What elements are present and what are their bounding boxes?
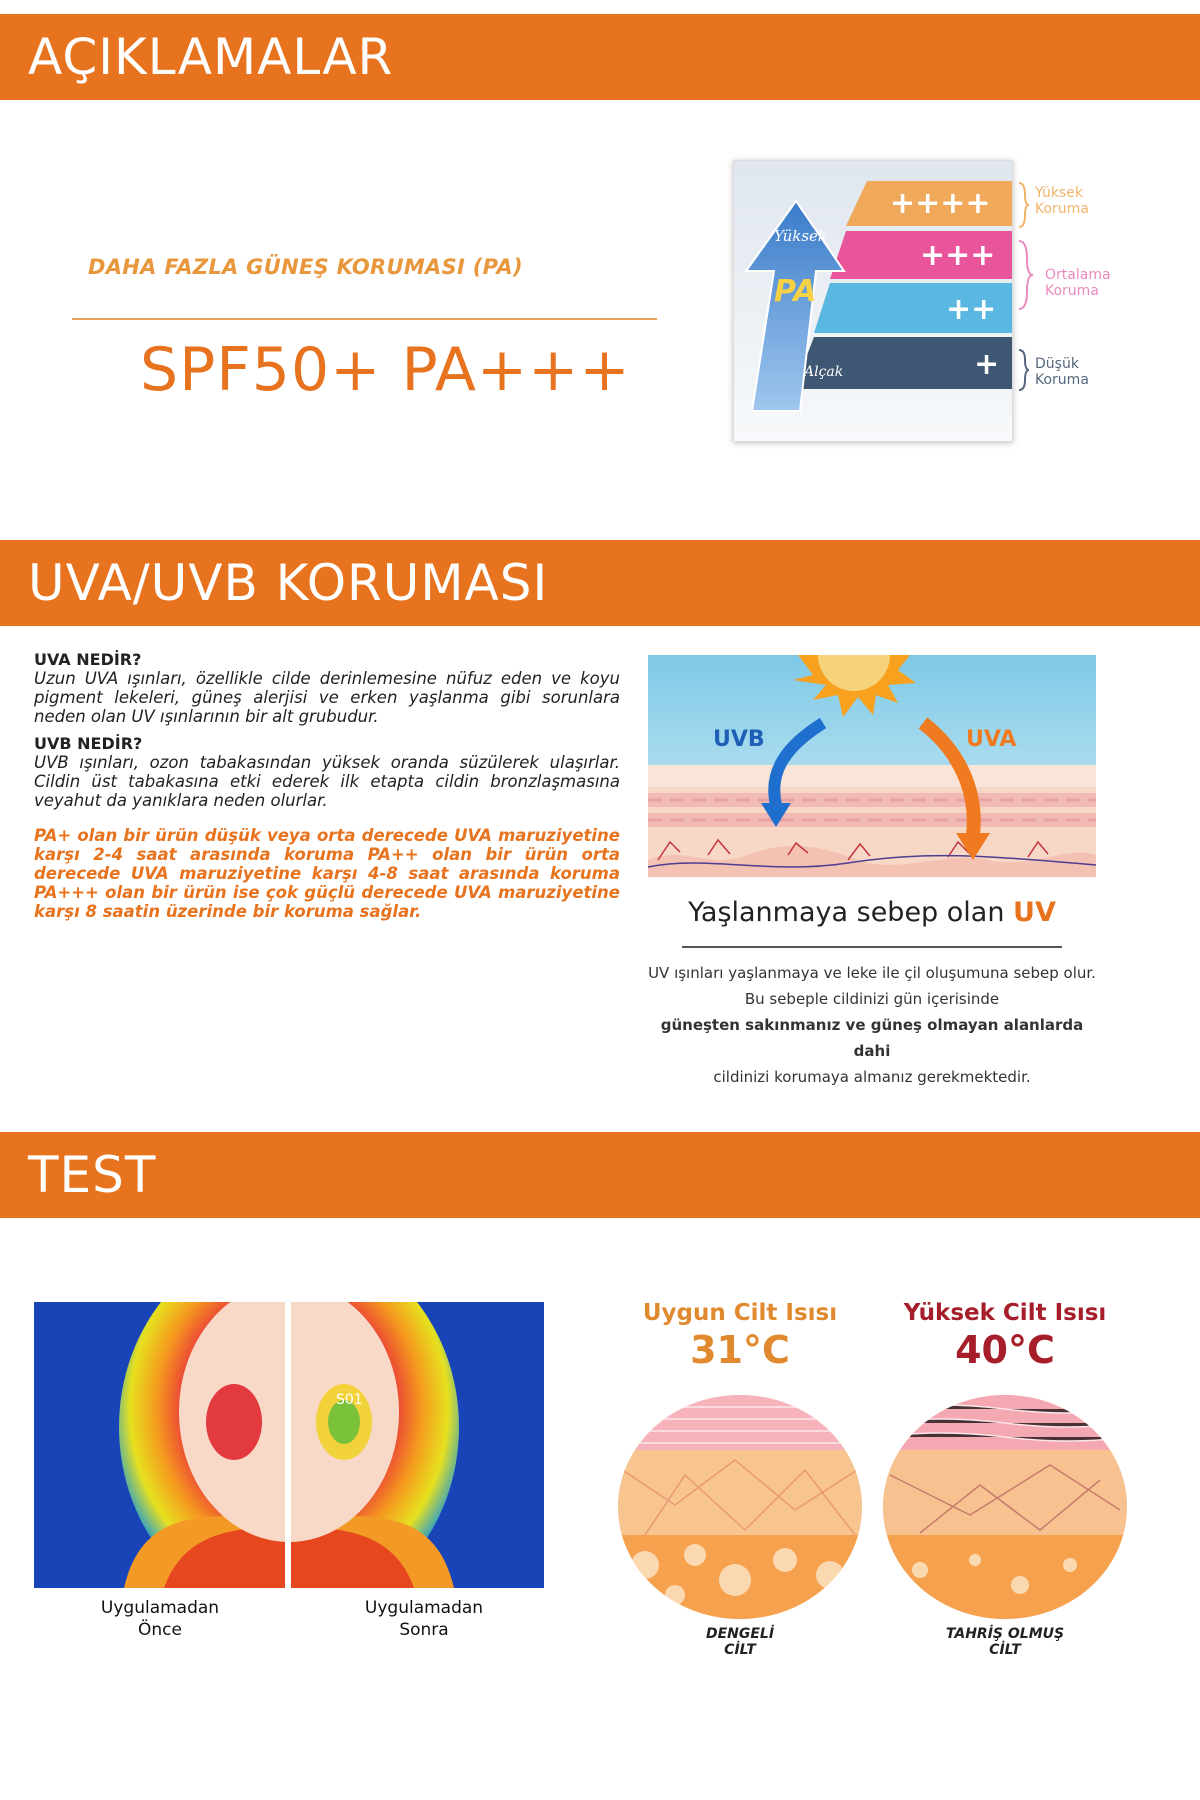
pa-chart-graphic	[734, 161, 1012, 441]
uvb-paragraph: UVB ışınları, ozon tabakasından yüksek oranda süzülerek ulaşırlar. Cildin üst tabakasına etki ederek ilk etapta cildin bronzlaşmasına veyahut da yanıklara neden olurlar.	[34, 753, 620, 810]
uv-card-body	[648, 960, 1096, 1090]
before-caption-l1: Uygulamadan	[100, 1598, 220, 1618]
thermal-image	[34, 1302, 544, 1588]
uva-label: UVA	[966, 727, 1017, 752]
skin-hot-temp: 40°C	[955, 1328, 1055, 1372]
arrow-label-top: Yüksek	[774, 227, 828, 245]
spf-pa-rating: SPF50+ PA+++	[140, 335, 631, 405]
uv-card-line-2: Bu sebeple cildinizi gün içerisinde	[744, 990, 1000, 1008]
section-title: TEST	[28, 1146, 157, 1204]
section-title: AÇIKLAMALAR	[28, 28, 394, 86]
balanced-skin-caption	[640, 1626, 840, 1658]
uv-card-title-accent: UV	[1013, 897, 1056, 928]
pa-duration-paragraph: PA+ olan bir ürün düşük veya orta derecede UVA maruziyetine karşı 2-4 saat arasında koruma PA++ olan bir ürün orta derecede UVA maruziyetine karşı 4-8 saat arasında koruma PA+++ olan bir ürün ise çok güçlü derecede UVA maruziyetine karşı 8 saatin üzerinde bir koruma sağlar.	[34, 826, 620, 921]
balanced-skin-caption-l1: DENGELİ	[705, 1626, 775, 1642]
uvb-heading: UVB NEDİR?	[34, 734, 143, 753]
divider	[72, 318, 657, 320]
balanced-skin-icon	[615, 1395, 865, 1620]
skin-hot-title: Yüksek Cilt Isısı	[903, 1300, 1107, 1326]
thermal-comparison	[34, 1302, 544, 1588]
uv-card-line-4: cildinizi korumaya almanız gerekmektedir.	[713, 1068, 1031, 1086]
irritated-skin-caption-l2: CİLT	[989, 1642, 1021, 1658]
divider	[682, 946, 1062, 948]
legend-low-2: Koruma	[1035, 372, 1089, 388]
legend-mid-2: Koruma	[1045, 283, 1099, 299]
after-caption	[344, 1597, 504, 1641]
skin-ok-title: Uygun Cilt Isısı	[642, 1300, 838, 1326]
uvb-label: UVB	[713, 727, 765, 752]
uv-card-line-1: UV ışınları yaşlanmaya ve leke ile çil oluşumuna sebep olur.	[648, 964, 1096, 982]
uv-card-line-3: güneşten sakınmanız ve güneş olmayan alanlarda dahi	[660, 1016, 1084, 1060]
level-label-2: ++	[946, 292, 997, 327]
after-caption-l1: Uygulamadan	[364, 1598, 484, 1618]
irritated-skin-caption-l1: TAHRİŞ OLMUŞ	[945, 1626, 1065, 1642]
section-header-aciklamalar	[0, 14, 1200, 100]
legend-high-1: Yüksek	[1035, 185, 1083, 201]
before-caption	[80, 1597, 240, 1641]
legend-low-1: Düşük	[1035, 356, 1079, 372]
legend-mid-1: Ortalama	[1045, 267, 1111, 283]
thermal-marker: S01	[336, 1392, 363, 1408]
section-header-uva-uvb	[0, 540, 1200, 626]
uv-skin-illustration	[648, 655, 1096, 877]
arrow-label-bottom: Alçak	[804, 364, 844, 380]
uva-heading: UVA NEDİR?	[34, 650, 142, 669]
uv-card-title	[648, 897, 1096, 928]
level-label-4: ++++	[890, 186, 991, 221]
pa-level-chart	[733, 160, 1013, 442]
uv-card-title-main: Yaşlanmaya sebep olan	[688, 897, 1005, 928]
level-label-1: +	[974, 347, 1000, 382]
skin-ok-temp: 31°C	[690, 1328, 790, 1372]
section-title: UVA/UVB KORUMASI	[28, 554, 549, 612]
irritated-skin-icon	[880, 1395, 1130, 1620]
pa-subtitle-bold: (PA)	[472, 255, 523, 279]
balanced-skin-caption-l2: CİLT	[724, 1642, 756, 1658]
uva-uvb-description	[34, 650, 620, 929]
arrow-label-pa: PA	[774, 274, 817, 309]
uva-paragraph: Uzun UVA ışınları, özellikle cilde derinlemesine nüfuz eden ve koyu pigment lekeleri, güneş alerjisi ve erken yaşlanma gibi sorunlara neden olan UV ışınlarının bir alt grubudur.	[34, 669, 620, 726]
after-caption-l2: Sonra	[399, 1620, 449, 1640]
pa-subtitle	[88, 255, 523, 279]
legend-high-2: Koruma	[1035, 201, 1089, 217]
before-caption-l2: Önce	[138, 1620, 182, 1640]
pa-legend	[1015, 175, 1125, 405]
irritated-skin-caption	[905, 1626, 1105, 1658]
level-label-3: +++	[920, 238, 996, 273]
section-header-test	[0, 1132, 1200, 1218]
pa-subtitle-main: DAHA FAZLA GÜNEŞ KORUMASI	[88, 255, 466, 279]
